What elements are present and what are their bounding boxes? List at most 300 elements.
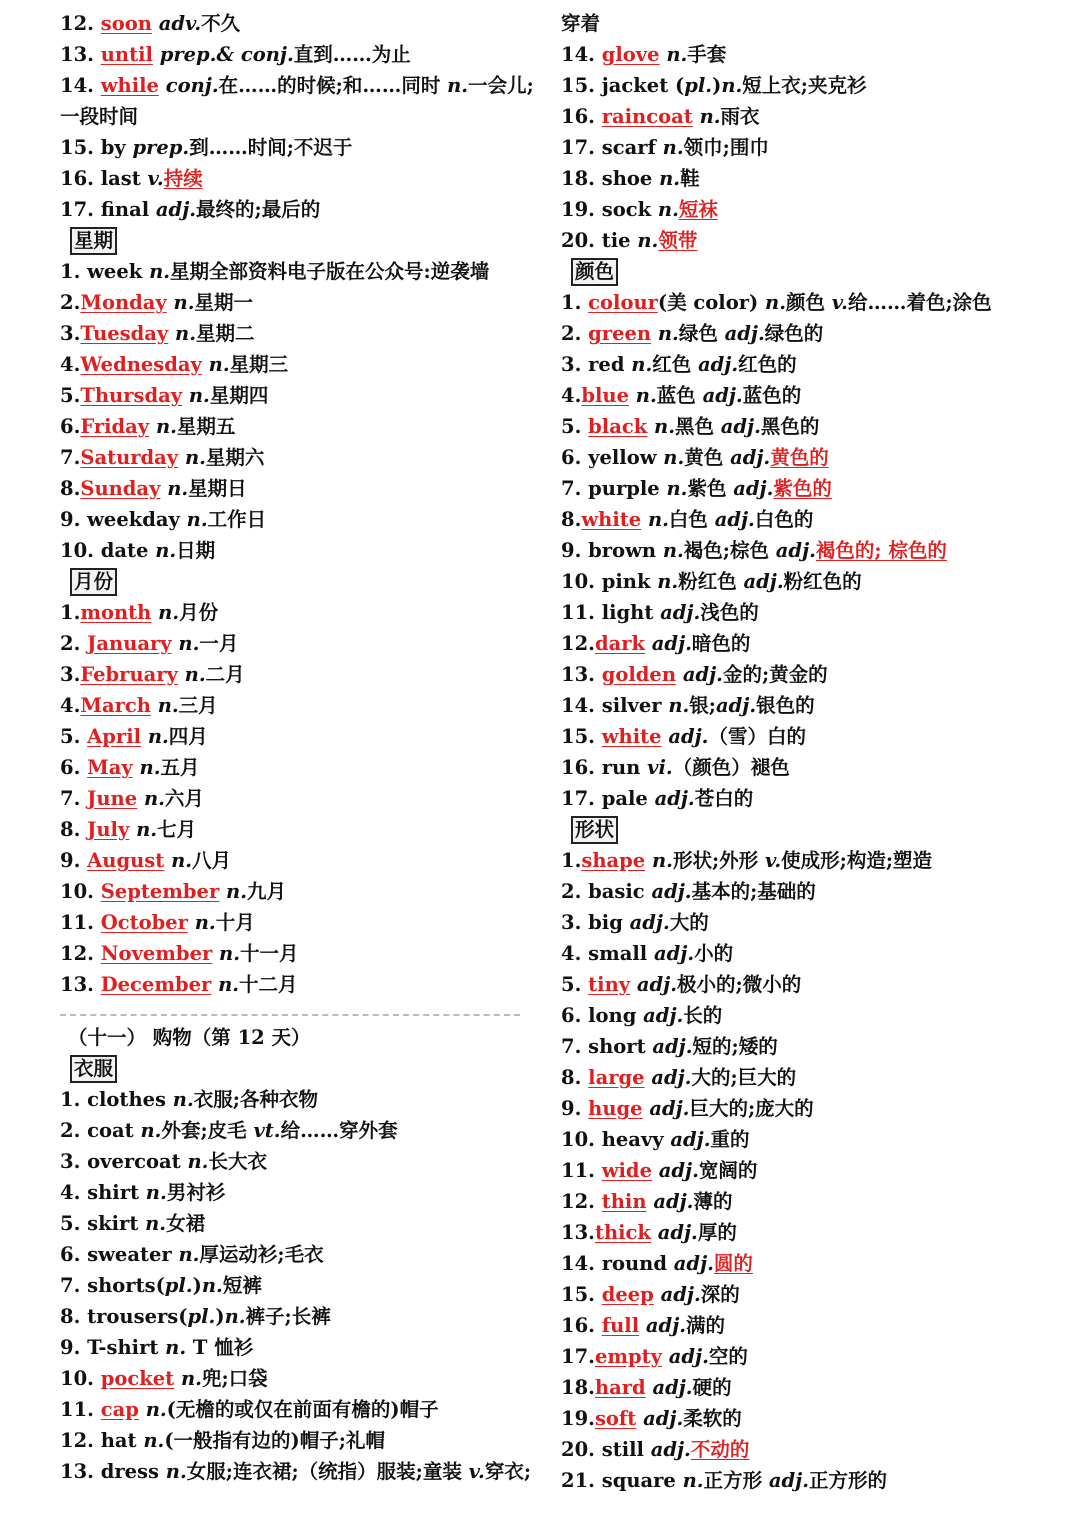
entry-text [595,663,602,686]
entry-text: 外套;皮毛 [161,1119,254,1142]
entry-number: 13. [60,973,94,996]
category-heading [60,1053,522,1084]
entry-text: 硬的 [692,1376,732,1399]
entry-text: 星期日 [188,477,247,500]
entry-number: 9. [561,1097,582,1120]
entry-text: 小的 [694,942,734,965]
entry-text: 星期三 [229,353,289,376]
highlighted-word: thick [594,1221,651,1244]
highlighted-word: soon [100,12,152,35]
part-of-speech: adj. [654,942,695,965]
entry-text [137,787,144,810]
entry-number: 16. [561,756,595,779]
part-of-speech: n. [201,1274,223,1297]
entry-text: 形状;外形 [672,849,765,872]
category-heading-label: 月份 [70,568,117,596]
entry-text [595,1159,602,1182]
vocab-entry [60,814,522,845]
entry-text [94,1367,101,1390]
entry-text: run [594,756,648,779]
entry-text [94,973,101,996]
entry-number: 2. [561,322,582,345]
part-of-speech: adj. [649,1097,690,1120]
entry-number: 20. [561,1438,595,1461]
part-of-speech: adj. [670,1128,711,1151]
part-of-speech: n. [172,1088,194,1111]
entry-text: 短裤 [222,1274,262,1297]
highlighted-word: raincoat [601,105,693,128]
vocab-entry [60,287,522,318]
part-of-speech: n. [178,632,200,655]
entry-number: 17. [561,1345,595,1368]
entry-text [94,12,101,35]
section-title: （十一） 购物（第 12 天） [68,1026,311,1049]
entry-text: 十二月 [239,973,298,996]
entry-text: 正方形的 [809,1469,888,1492]
part-of-speech: n. [226,880,247,903]
entry-number: 12. [561,1190,595,1213]
entry-text: 白色 [668,508,715,531]
entry-text: 蓝色的 [742,384,802,407]
entry-text: jacket ( [594,74,685,97]
highlighted-word: Monday [80,291,167,314]
vocab-entry [60,907,522,938]
entry-number: 10. [60,539,94,562]
entry-text: weekday [80,508,187,531]
entry-text: 满的 [686,1314,726,1337]
entry-number: 2. [60,1119,81,1142]
entry-text [595,43,602,66]
entry-text: (一般指有边的)帽子;礼帽 [164,1429,385,1452]
entry-number: 4. [60,694,81,717]
entry-number: 2. [60,632,81,655]
entry-text: 绿色 [678,322,725,345]
entry-text: T-shirt [80,1336,166,1359]
entry-number: 11. [561,1159,595,1182]
highlighted-word: green [588,322,652,345]
part-of-speech: n. [184,446,206,469]
vocab-entry [561,442,1041,473]
entry-number: 4. [561,942,582,965]
entry-number: 8. [561,508,582,531]
entry-text: 基本的;基础的 [691,880,816,903]
entry-text: 七月 [157,818,197,841]
entry-number: 7. [60,1274,81,1297]
part-of-speech: adj. [652,1035,693,1058]
highlighted-word: tiny [588,973,631,996]
entry-text: shoe [594,167,660,190]
entry-text: 星期二 [196,322,255,345]
category-heading [60,225,522,256]
entry-text: clothes [80,1088,173,1111]
highlighted-word: Saturday [80,446,179,469]
vocab-entry [60,1456,532,1487]
entry-text: hat [93,1429,144,1452]
vocab-entry [60,597,522,628]
entry-text: 穿着 [561,12,601,35]
entry-text [595,1314,602,1337]
part-of-speech: adj. [668,1345,709,1368]
entry-number: 13. [60,1460,94,1483]
entry-text: 星期四 [209,384,269,407]
entry-number: 12. [561,632,595,655]
highlighted-word: soft [594,1407,637,1430]
entry-number: 10. [60,1367,94,1390]
entry-number: 9. [561,539,582,562]
vocab-entry [561,1310,1041,1341]
entry-text: 极小的;微小的 [677,973,802,996]
highlighted-word: Wednesday [80,353,202,376]
entry-text: round [594,1252,674,1275]
category-heading-label: 星期 [70,227,117,255]
entry-number: 19. [561,198,595,221]
vocab-entry [561,1155,1041,1186]
entry-text [629,384,636,407]
entry-text: 三月 [178,694,218,717]
highlighted-word: large [588,1066,645,1089]
entry-text [219,880,226,903]
entry-text: shirt [80,1181,146,1204]
highlighted-word: 领带 [658,229,698,252]
part-of-speech: adv. [158,12,202,35]
entry-number: 21. [561,1469,595,1492]
part-of-speech: adj. [629,911,670,934]
part-of-speech: n. [647,508,669,531]
entry-text: ) [215,1305,225,1328]
entry-text [647,415,654,438]
entry-number: 16. [561,1314,595,1337]
entry-text: 星期全部资料电子版在公众号:逆袭墙 [170,260,490,283]
entry-text: 鞋 [680,167,700,190]
highlighted-word: December [100,973,212,996]
entry-number: 6. [60,415,81,438]
entry-text [133,756,140,779]
entry-number: 4. [60,1181,81,1204]
vocab-entry [561,132,1041,163]
entry-text [151,694,158,717]
part-of-speech: adj. [658,1159,699,1182]
entry-number: 18. [561,167,595,190]
vocab-entry [60,1084,522,1115]
entry-text: 一月 [199,632,239,655]
highlighted-word: shape [581,849,646,872]
entry-text: last [93,167,148,190]
vocab-entry [561,907,1041,938]
highlighted-word: blue [581,384,629,407]
entry-text: 最终的;最后的 [196,198,321,221]
entry-text: 直到……为止 [293,43,411,66]
part-of-speech: n. [699,105,721,128]
entry-number: 8. [60,1305,81,1328]
entry-number: 5. [60,725,81,748]
entry-number: 14. [60,74,94,97]
entry-number: 1. [60,601,81,624]
entry-number: 3. [60,1150,81,1173]
entry-number: 7. [60,446,81,469]
entry-text [152,12,159,35]
part-of-speech: adj. [768,1469,810,1492]
entry-text: 巨大的;庞大的 [689,1097,814,1120]
entry-text [595,1283,602,1306]
entry-text: 一会儿; [468,74,534,97]
entry-text: 手套 [687,43,727,66]
entry-number: 9. [60,508,81,531]
part-of-speech: n. [666,43,688,66]
entry-text: 红色 [652,353,699,376]
part-of-speech: prep. [132,136,190,159]
highlighted-word: 黄色的 [770,446,829,469]
entry-text: 暗色的 [691,632,751,655]
highlighted-word: cap [100,1398,139,1421]
highlighted-word: February [80,663,178,686]
part-of-speech: conj. [165,74,219,97]
highlighted-word: August [87,849,165,872]
entry-text: 八月 [192,849,232,872]
entry-text [595,1190,602,1213]
highlighted-word: while [100,74,159,97]
entry-number: 3. [561,353,582,376]
vocab-entry [561,194,1041,225]
part-of-speech: prep.& conj. [159,43,294,66]
vocab-entry [561,752,1041,783]
part-of-speech: v. [147,167,164,190]
entry-number: 6. [60,1243,81,1266]
entry-text [645,849,652,872]
entry-number: 4. [60,353,81,376]
entry-number: 8. [60,477,81,500]
part-of-speech: n. [721,74,743,97]
entry-text: 黑色的 [760,415,820,438]
entry-text: by [93,136,133,159]
vocab-entry [60,39,522,70]
entry-text: 红色的 [738,353,797,376]
part-of-speech: v. [468,1460,485,1483]
highlighted-word: black [588,415,648,438]
section-divider [60,1014,520,1016]
entry-text: 衣服;各种衣物 [193,1088,318,1111]
vocab-entry [60,411,522,442]
entry-text [139,1398,146,1421]
part-of-speech: adj. [682,663,723,686]
highlighted-word: September [100,880,220,903]
part-of-speech: n. [175,322,197,345]
entry-text: 重的 [710,1128,750,1151]
entry-text [94,880,101,903]
entry-text: 领巾;围巾 [683,136,769,159]
vocab-entry [60,163,522,194]
entry-text: heavy [594,1128,671,1151]
part-of-speech: n. [136,818,158,841]
part-of-speech: n. [157,694,179,717]
part-of-speech: adj. [651,880,692,903]
highlighted-word: wide [601,1159,652,1182]
part-of-speech: adj. [654,787,695,810]
entry-text: 裤子;长裤 [245,1305,331,1328]
entry-text [595,725,602,748]
part-of-speech: adj. [714,508,755,531]
entry-number: 12. [60,942,94,965]
entry-number: 17. [561,787,595,810]
vocab-entry [561,1124,1041,1155]
entry-text [639,1314,646,1337]
entry-text: 薄的 [693,1190,733,1213]
vocab-entry [60,8,522,39]
entry-text [654,1283,661,1306]
vocab-entry [60,473,522,504]
vocab-entry [561,473,1041,504]
entry-text: overcoat [80,1150,188,1173]
highlighted-word: 短袜 [678,198,718,221]
part-of-speech: n. [659,167,681,190]
part-of-speech: n. [652,849,673,872]
entry-text [159,74,166,97]
highlighted-word: 圆的 [713,1252,753,1275]
vocab-entry [60,349,522,380]
highlighted-word: 不动的 [690,1438,750,1461]
part-of-speech: n. [145,1212,167,1235]
entry-number: 8. [561,1066,582,1089]
vocab-entry [561,1403,1041,1434]
entry-text: 厚的 [697,1221,737,1244]
entry-text: (美 color) [657,291,766,314]
entry-number: 10. [561,570,595,593]
entry-number: 10. [561,1128,595,1151]
entry-text [693,105,700,128]
part-of-speech: adj. [668,725,709,748]
part-of-speech: n. [173,291,195,314]
entry-text [202,353,209,376]
entry-text: pale [594,787,655,810]
part-of-speech: n. [765,291,786,314]
part-of-speech: n. [188,384,210,407]
vocab-entry [60,1332,522,1363]
entry-text: (无檐的或仅在前面有檐的)帽子 [166,1398,439,1421]
part-of-speech: adj. [733,477,774,500]
part-of-speech: n. [186,508,208,531]
part-of-speech: n. [165,1336,187,1359]
entry-text [94,74,101,97]
entry-text: ) [192,1274,202,1297]
entry-text: 颜色 [785,291,832,314]
entry-text: 大的 [669,911,709,934]
highlighted-word: 紫色的 [773,477,832,500]
entry-text: 苍白的 [694,787,754,810]
category-heading [60,566,522,597]
vocab-entry [60,783,522,814]
highlighted-word: pocket [100,1367,175,1390]
entry-text: 不久 [201,12,241,35]
vocab-entry [60,318,522,349]
part-of-speech: n. [194,911,216,934]
part-of-speech: adj. [673,1252,714,1275]
entry-text: 到……时间;不迟于 [189,136,353,159]
highlighted-word: 持续 [163,167,203,190]
highlighted-word: Thursday [80,384,183,407]
part-of-speech: pl. [187,1305,216,1328]
part-of-speech: n. [149,260,171,283]
vocab-entry [60,969,522,1000]
entry-text: 使成形;构造;塑造 [781,849,933,872]
entry-number: 3. [60,663,81,686]
entry-text: long [581,1004,644,1027]
entry-number: 15. [561,1283,595,1306]
entry-text [651,1221,658,1244]
entry-text: sweater [80,1243,179,1266]
vocab-entry [561,1279,1041,1310]
entry-text: light [594,601,661,624]
vocab-entry [561,628,1041,659]
vocab-entry [561,969,1041,1000]
entry-text: tie [594,229,638,252]
part-of-speech: n. [155,415,177,438]
vocab-entry [60,690,522,721]
entry-text: 九月 [247,880,287,903]
entry-number: 16. [60,167,94,190]
entry-text: week [80,260,150,283]
vocab-entry [561,1062,1041,1093]
highlighted-word: 褐色的; 棕色的 [815,539,947,562]
part-of-speech: adj. [775,539,816,562]
entry-text: skirt [80,1212,146,1235]
entry-text: 黑色 [674,415,721,438]
entry-text: 星期五 [176,415,236,438]
part-of-speech: adj. [702,384,743,407]
part-of-speech: n. [682,1469,704,1492]
highlighted-word: white [601,725,662,748]
part-of-speech: n. [657,198,679,221]
entry-text: silver [594,694,669,717]
highlighted-word: April [87,725,142,748]
entry-text: 十一月 [240,942,299,965]
entry-text: 柔软的 [683,1407,742,1430]
entry-number: 1. [561,849,582,872]
entry-text: 浅色的 [700,601,759,624]
highlighted-word: golden [601,663,677,686]
entry-number: 16. [561,105,595,128]
vocab-entry [561,1465,1041,1496]
part-of-speech: adj. [660,1283,701,1306]
vocab-entry [561,1434,1041,1465]
highlighted-word: month [80,601,152,624]
part-of-speech: n. [140,1119,162,1142]
part-of-speech: n. [158,601,180,624]
part-of-speech: n. [637,229,659,252]
part-of-speech: n. [187,1150,209,1173]
vocab-entry [60,876,522,907]
entry-text: small [581,942,654,965]
highlighted-word: July [87,818,130,841]
vocab-entry [60,628,522,659]
entry-text: T 恤衫 [186,1336,254,1359]
entry-text: 给……着色;涂色 [847,291,992,314]
entry-number: 6. [60,756,81,779]
entry-number: 14. [561,694,595,717]
entry-text: 深的 [700,1283,740,1306]
vocab-entry [60,1146,522,1177]
highlighted-word: thin [601,1190,647,1213]
entry-text: 银; [689,694,716,717]
highlighted-word: colour [588,291,658,314]
part-of-speech: n. [178,1243,200,1266]
highlighted-word: June [87,787,138,810]
part-of-speech: adj. [645,1314,687,1337]
entry-text: 长大衣 [208,1150,267,1173]
entry-text [94,1398,101,1421]
vocab-entry [561,163,1041,194]
part-of-speech: n. [219,942,241,965]
part-of-speech: adj. [720,415,761,438]
entry-text: 短上衣;夹克衫 [742,74,867,97]
